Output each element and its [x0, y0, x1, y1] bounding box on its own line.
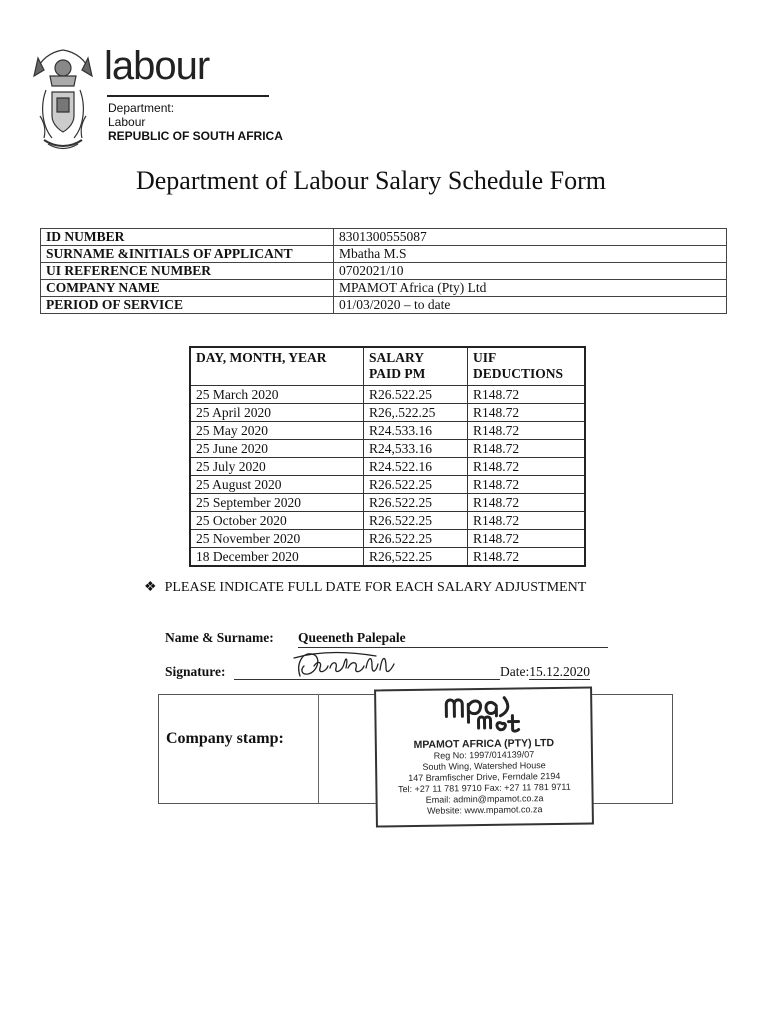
company-stamp — [374, 686, 594, 827]
info-label: ID NUMBER — [41, 229, 334, 246]
table-row — [190, 386, 585, 404]
cell-uif: R148.72 — [468, 512, 586, 530]
handwritten-signature — [292, 646, 402, 684]
cell-salary: R26.522.25 — [364, 476, 468, 494]
table-row — [190, 458, 585, 476]
cell-salary: R26,522.25 — [364, 548, 468, 567]
info-label: COMPANY NAME — [41, 280, 334, 297]
cell-salary: R26.522.25 — [364, 530, 468, 548]
department-block — [108, 101, 283, 143]
info-value: MPAMOT Africa (Pty) Ltd — [334, 280, 727, 297]
table-row — [190, 404, 585, 422]
stamp-phone: Tel: +27 11 781 9710 Fax: +27 11 781 9711 — [398, 781, 571, 795]
stamp-website: Website: www.mpamot.co.za — [426, 804, 543, 816]
table-row — [41, 297, 727, 314]
cell-date: 25 July 2020 — [190, 458, 364, 476]
cell-uif: R148.72 — [468, 548, 586, 567]
cell-salary: R24.522.16 — [364, 458, 468, 476]
cell-date: 18 December 2020 — [190, 548, 364, 567]
stamp-box-divider — [318, 694, 319, 803]
table-row — [190, 530, 585, 548]
mpamot-logo-icon — [438, 691, 529, 738]
header-salary-line2: PAID PM — [369, 366, 426, 381]
form-title: Department of Labour Salary Schedule Form — [135, 166, 607, 195]
date-label: Date: — [500, 664, 530, 679]
labour-logo-word: labour — [104, 44, 210, 88]
cell-date: 25 August 2020 — [190, 476, 364, 494]
coat-of-arms-icon — [30, 46, 96, 154]
header-uif-line1: UIF — [473, 350, 497, 365]
table-row — [41, 280, 727, 297]
cell-date: 25 April 2020 — [190, 404, 364, 422]
cell-salary: R24,533.16 — [364, 440, 468, 458]
table-row — [41, 246, 727, 263]
cell-uif: R148.72 — [468, 494, 586, 512]
stamp-address-2: 147 Bramfischer Drive, Ferndale 2194 — [408, 770, 561, 784]
cell-date: 25 October 2020 — [190, 512, 364, 530]
cell-uif: R148.72 — [468, 440, 586, 458]
stamp-address-1: South Wing, Watershed House — [422, 760, 546, 772]
table-row — [190, 512, 585, 530]
table-row — [190, 440, 585, 458]
info-value: 0702021/10 — [334, 263, 727, 280]
stamp-reg: Reg No: 1997/014139/07 — [433, 749, 535, 761]
cell-salary: R26,.522.25 — [364, 404, 468, 422]
cell-date: 25 September 2020 — [190, 494, 364, 512]
header-date: DAY, MONTH, YEAR — [190, 347, 364, 386]
cell-salary: R26.522.25 — [364, 386, 468, 404]
cell-uif: R148.72 — [468, 530, 586, 548]
table-row — [190, 422, 585, 440]
cell-uif: R148.72 — [468, 404, 586, 422]
dept-line-2: Labour — [108, 115, 146, 129]
info-value: 8301300555087 — [334, 229, 727, 246]
stamp-company-name: MPAMOT AFRICA (PTY) LTD — [413, 737, 555, 751]
applicant-info-table — [40, 228, 727, 314]
header-salary — [364, 347, 468, 386]
cell-date: 25 March 2020 — [190, 386, 364, 404]
cell-uif: R148.72 — [468, 386, 586, 404]
salary-schedule-table — [189, 346, 586, 567]
date-value: 15.12.2020 — [529, 664, 590, 679]
salary-adjustment-note — [144, 579, 586, 596]
dept-line-3: REPUBLIC OF SOUTH AFRICA — [108, 129, 283, 143]
note-text: PLEASE INDICATE FULL DATE FOR EACH SALARY ADJUSTMENT — [164, 580, 587, 595]
cell-salary: R26.522.25 — [364, 494, 468, 512]
table-row — [41, 229, 727, 246]
name-label: Name & Surname: — [165, 630, 274, 645]
table-header-row — [190, 347, 585, 386]
info-label: PERIOD OF SERVICE — [41, 297, 334, 314]
header-rule — [107, 95, 269, 97]
header-uif — [468, 347, 586, 386]
table-row — [190, 476, 585, 494]
cell-uif: R148.72 — [468, 476, 586, 494]
cell-salary: R26.522.25 — [364, 512, 468, 530]
header-uif-line2: DEDUCTIONS — [473, 366, 564, 381]
company-stamp-label: Company stamp: — [166, 730, 284, 747]
cell-uif: R148.72 — [468, 458, 586, 476]
dept-line-1: Department: — [108, 101, 175, 115]
cell-salary: R24.533.16 — [364, 422, 468, 440]
table-row — [190, 494, 585, 512]
table-row — [41, 263, 727, 280]
info-value: 01/03/2020 – to date — [334, 297, 727, 314]
info-label: UI REFERENCE NUMBER — [41, 263, 334, 280]
cell-uif: R148.72 — [468, 422, 586, 440]
cell-date: 25 May 2020 — [190, 422, 364, 440]
stamp-email: Email: admin@mpamot.co.za — [425, 793, 544, 805]
info-value: Mbatha M.S — [334, 246, 727, 263]
table-row — [190, 548, 585, 567]
signature-label: Signature: — [165, 664, 226, 679]
cell-date: 25 November 2020 — [190, 530, 364, 548]
name-value: Queeneth Palepale — [298, 630, 608, 648]
header-salary-line1: SALARY — [369, 350, 425, 365]
diamond-bullet-icon: ❖ — [144, 580, 157, 595]
cell-date: 25 June 2020 — [190, 440, 364, 458]
info-label: SURNAME &INITIALS OF APPLICANT — [41, 246, 334, 263]
date-field — [500, 664, 590, 680]
